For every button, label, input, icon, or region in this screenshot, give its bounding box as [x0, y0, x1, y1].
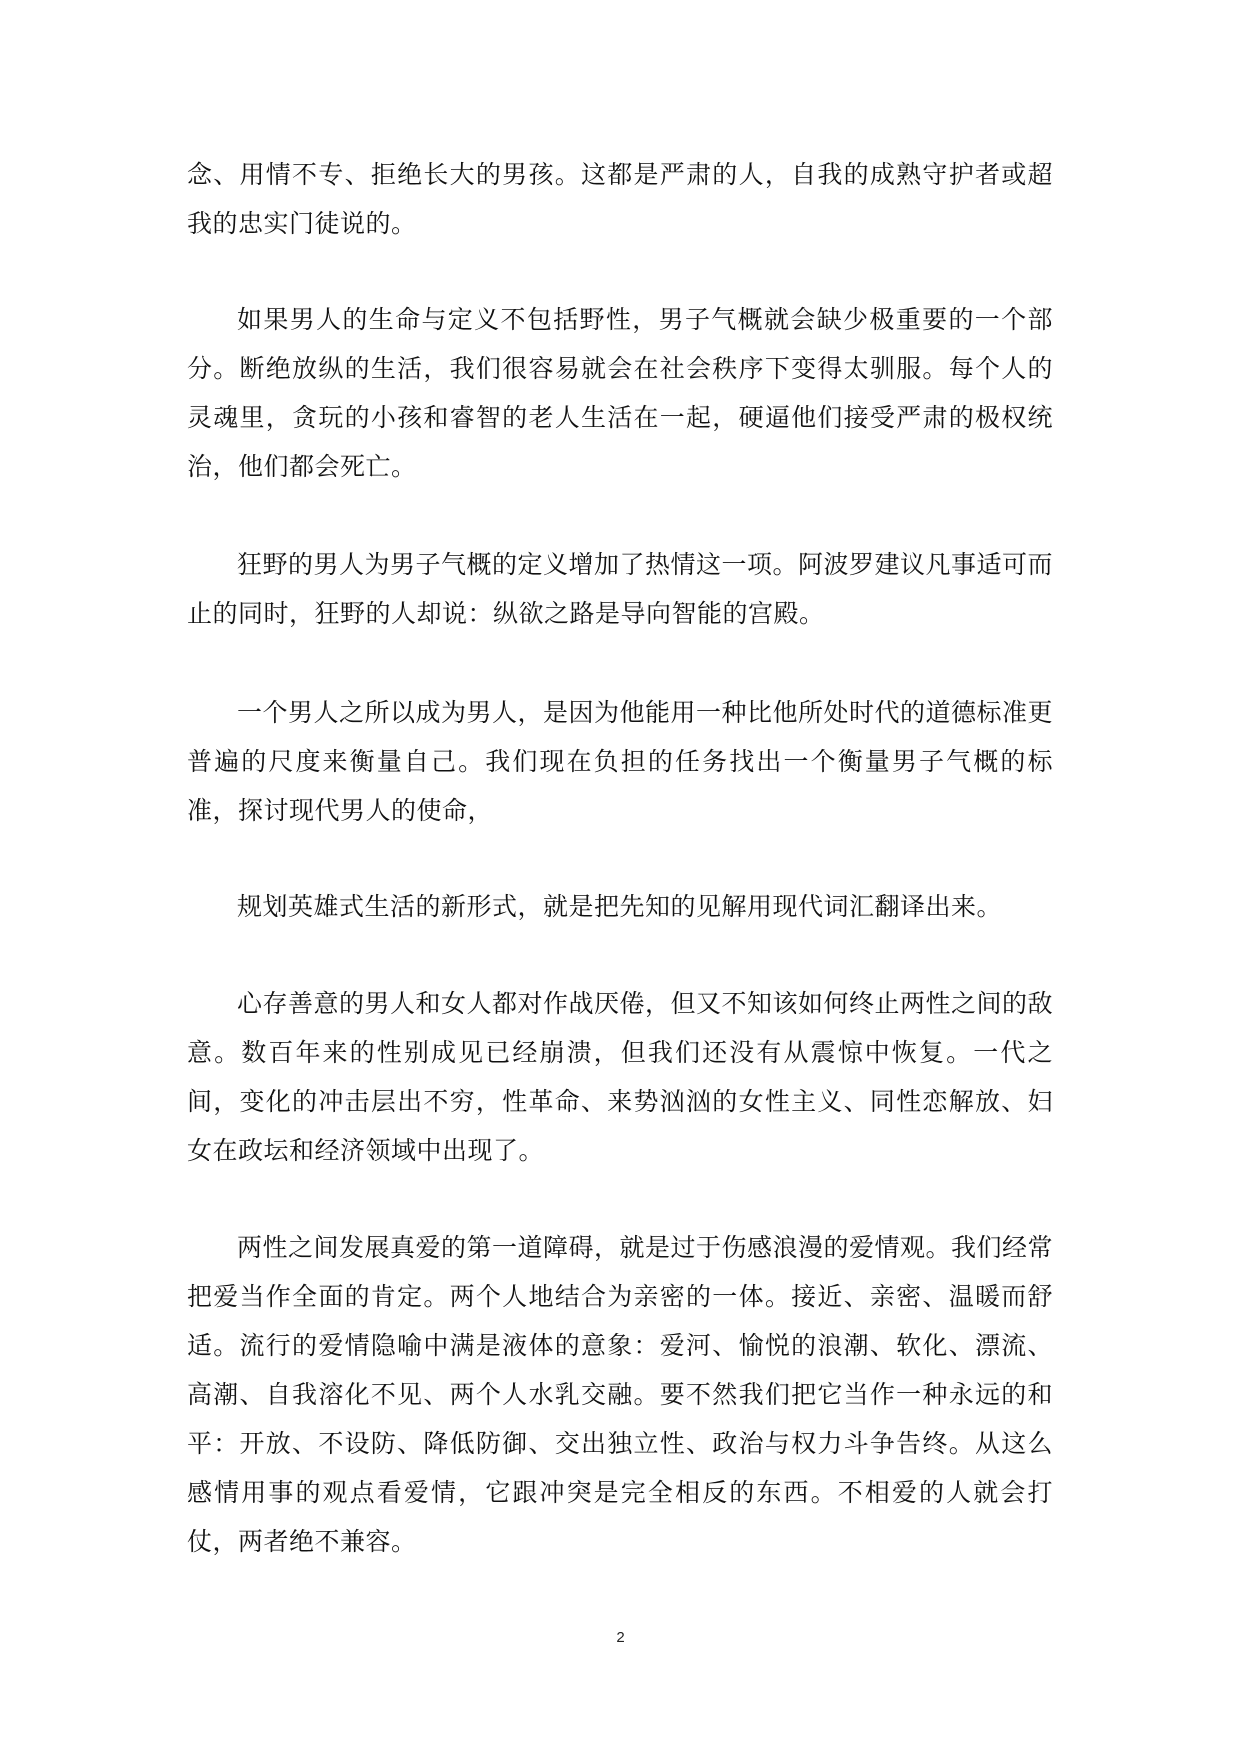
paragraph-1: 念、用情不专、拒绝长大的男孩。这都是严肃的人，自我的成熟守护者或超我的忠实门徒说的。 [187, 160, 1053, 238]
paragraph-5: 规划英雄式生活的新形式，就是把先知的见解用现代词汇翻译出来。 [237, 892, 1003, 921]
paragraph-4: 一个男人之所以成为男人，是因为他能用一种比他所处时代的道德标准更普遍的尺度来衡量自己。我们现在负担的任务找出一个衡量男子气概的标准，探讨现代男人的使命， [187, 698, 1054, 825]
paragraph-7: 两性之间发展真爱的第一道障碍，就是过于伤感浪漫的爱情观。我们经常把爱当作全面的肯定。两个人地结合为亲密的一体。接近、亲密、温暖而舒适。流行的爱情隐喻中满是液体的意象：爱河、愉悦的浪潮、软化、漂流、高潮、自我溶化不见、两个人水乳交融。要不然我们把它当作一种永远的和平：开放、不设防、降低防御、交出独立性、政治与权力斗争告终。从这么感情用事的观点看爱情，它跟冲突是完全相反的东西。不相爱的人就会打仗，两者绝不兼容。 [187, 1233, 1054, 1556]
paragraph-2: 如果男人的生命与定义不包括野性，男子气概就会缺少极重要的一个部分。断绝放纵的生活，我们很容易就会在社会秩序下变得太驯服。每个人的灵魂里，贪玩的小孩和睿智的老人生活在一起，硬逼他们接受严肃的极权统治，他们都会死亡。 [187, 305, 1053, 481]
paragraph-6: 心存善意的男人和女人都对作战厌倦，但又不知该如何终止两性之间的敌意。数百年来的性别成见已经崩溃，但我们还没有从震惊中恢复。一代之间，变化的冲击层出不穷，性革命、来势汹汹的女性主义、同性恋解放、妇女在政坛和经济领域中出现了。 [187, 989, 1054, 1165]
page-number: 2 [616, 1629, 625, 1646]
paragraph-3: 狂野的男人为男子气概的定义增加了热情这一项。阿波罗建议凡事适可而止的同时，狂野的人却说：纵欲之路是导向智能的宫殿。 [187, 550, 1054, 628]
